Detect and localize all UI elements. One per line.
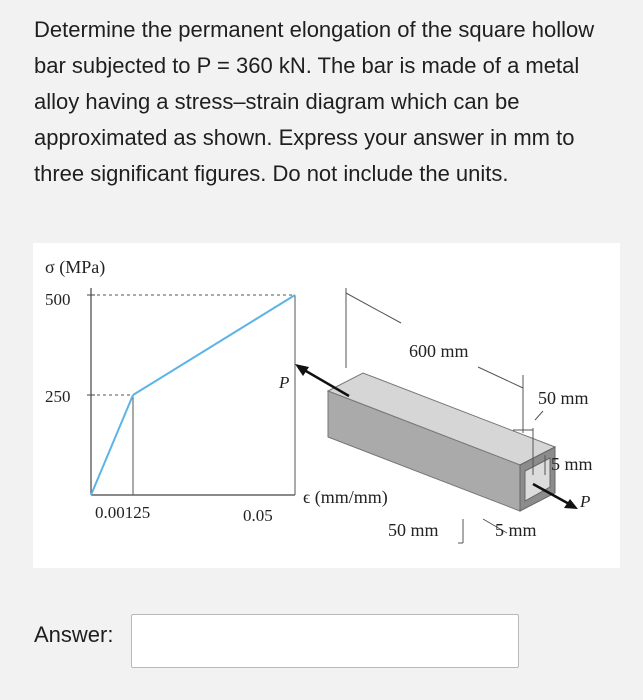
answer-label: Answer: xyxy=(34,622,114,647)
width-dimension-label: 50 mm xyxy=(538,388,589,408)
height-dimension-label: 5 mm xyxy=(551,454,593,474)
question-text: Determine the permanent elongation of the square hollow bar subjected to P = 360 kN. The bar is made of a metal alloy having a stress–strain diagram which can be approximated as shown. Express your answer in mm to three significant figures. Do not include the units. xyxy=(34,17,595,186)
load-label-left: P xyxy=(279,373,290,392)
figure-svg xyxy=(33,243,620,568)
answer-input[interactable] xyxy=(131,614,519,668)
chart-xtick-label: 0.00125 xyxy=(95,503,151,522)
dim-line xyxy=(346,293,401,323)
chart-marks xyxy=(87,295,295,495)
load-arrow-left xyxy=(299,367,349,396)
arrow-head-icon xyxy=(295,364,309,376)
stress-strain-segment xyxy=(133,295,295,395)
dim-leader xyxy=(535,411,543,420)
thickness-dimension-label: 5 mm xyxy=(495,520,537,540)
dim-line xyxy=(478,367,523,388)
chart-xlabel: ϵ (mm/mm) xyxy=(303,487,388,507)
chart-ytick-label: 250 xyxy=(45,387,71,406)
length-dimension-label: 600 mm xyxy=(409,341,469,361)
stress-strain-segment xyxy=(91,395,133,495)
chart-xtick-label: 0.05 xyxy=(243,506,273,525)
problem-figure xyxy=(33,243,620,568)
chart-ytick-label: 500 xyxy=(45,290,71,309)
chart-ylabel: σ (MPa) xyxy=(45,257,106,277)
load-label-right: P xyxy=(580,492,591,511)
depth-dimension-label: 50 mm xyxy=(388,520,439,540)
arrow-head-icon xyxy=(564,499,578,509)
